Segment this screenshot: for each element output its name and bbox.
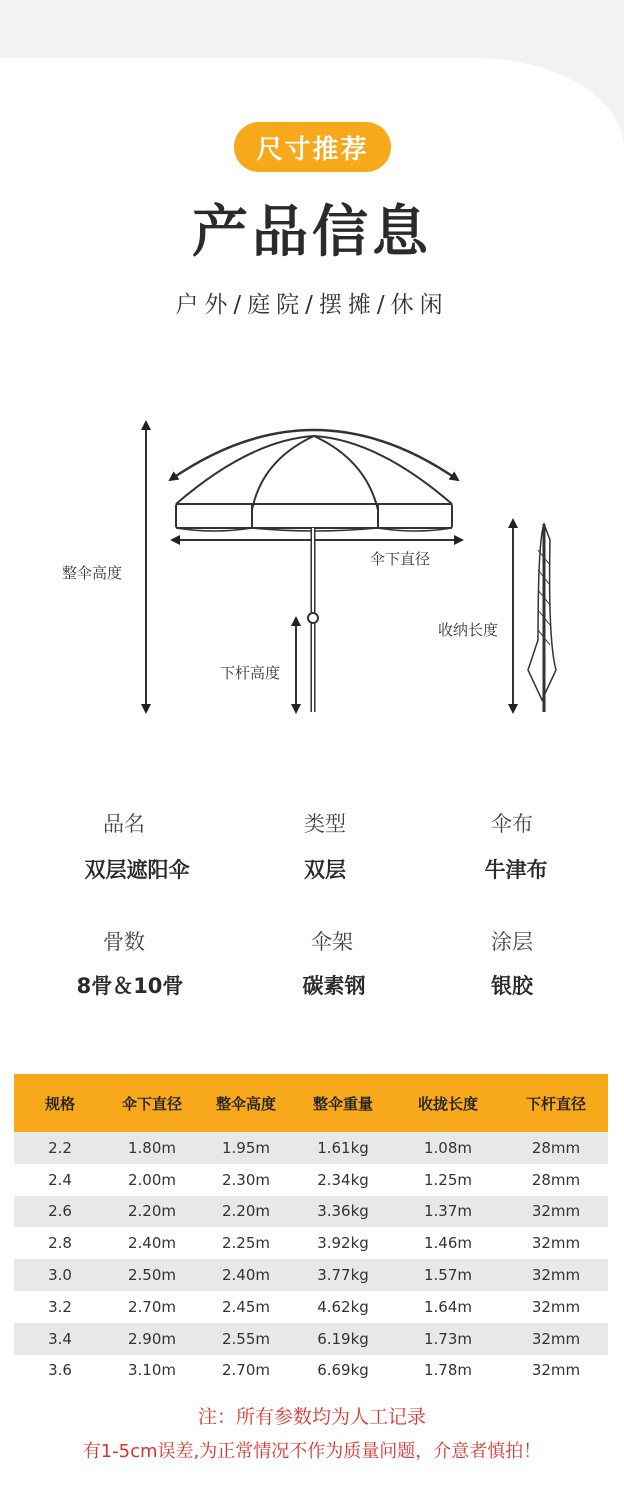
spec-label-frame: 伞架 [311, 930, 353, 954]
table-cell: 2.30m [221, 1170, 270, 1189]
table-cell: 2.70m [221, 1361, 270, 1380]
table-row [14, 1164, 608, 1196]
table-cell: 3.36kg [294, 1196, 392, 1228]
header-total-weight: 整伞重量 [294, 1074, 392, 1132]
table-cell: 1.80m [106, 1132, 198, 1164]
table-cell: 6.19kg [294, 1323, 392, 1355]
table-cell: 3.2 [48, 1297, 72, 1316]
table-cell: 1.78m [423, 1361, 472, 1380]
table-row [14, 1323, 608, 1355]
table-cell: 2.70m [127, 1297, 176, 1316]
header-pole-diameter: 下杆直径 [504, 1074, 608, 1132]
spec-value-frame: 碳素钢 [302, 974, 366, 998]
spec-value-fabric: 牛津布 [484, 858, 548, 882]
spec-value-ribs: 8骨＆10骨 [76, 974, 184, 998]
table-cell: 1.73m [392, 1323, 504, 1355]
spec-label-type: 类型 [304, 812, 346, 836]
spec-label-ribs: 骨数 [103, 930, 145, 954]
table-cell: 32mm [531, 1361, 581, 1380]
spec-value-name: 双层遮阳伞 [84, 858, 190, 882]
usage-subtitle: 户外/庭院/摆摊/休闲 [175, 292, 449, 318]
header-total-height: 整伞高度 [198, 1074, 294, 1132]
table-row [14, 1196, 608, 1228]
header-spec: 规格 [14, 1074, 106, 1132]
canopy-diameter-label: 伞下直径 [370, 550, 431, 568]
table-cell: 32mm [531, 1234, 581, 1253]
table-cell: 2.8 [48, 1234, 72, 1253]
table-cell: 1.08m [392, 1132, 504, 1164]
table-cell: 2.34kg [317, 1170, 369, 1189]
note-line-1: 注：所有参数均为人工记录 [197, 1406, 426, 1428]
page-title: 产品信息 [192, 200, 432, 265]
table-cell: 2.40m [198, 1259, 294, 1291]
note-line-2: 有1-5cm误差,为正常情况不作为质量问题，介意者慎拍！ [82, 1441, 542, 1462]
table-cell: 28mm [531, 1170, 581, 1189]
table-cell: 3.77kg [294, 1259, 392, 1291]
table-cell: 1.57m [392, 1259, 504, 1291]
table-cell: 3.6 [48, 1361, 72, 1380]
table-cell: 4.62kg [317, 1297, 369, 1316]
table-cell: 32mm [504, 1323, 608, 1355]
table-cell: 2.90m [106, 1323, 198, 1355]
table-cell: 2.25m [221, 1234, 270, 1253]
table-cell: 1.46m [423, 1234, 472, 1253]
spec-value-coating: 银胶 [491, 974, 533, 998]
table-cell: 2.40m [127, 1234, 176, 1253]
header-folded-length: 收拢长度 [392, 1074, 504, 1132]
folded-length-label: 收纳长度 [438, 621, 499, 639]
spec-value-type: 双层 [304, 858, 346, 882]
spec-label-coating: 涂层 [491, 930, 533, 954]
table-header-row [14, 1074, 608, 1132]
table-cell: 1.37m [392, 1196, 504, 1228]
table-row [14, 1291, 608, 1323]
table-cell: 3.10m [127, 1361, 176, 1380]
umbrella-canopy [176, 436, 452, 504]
table-cell: 3.92kg [317, 1234, 369, 1253]
table-cell: 2.6 [14, 1196, 106, 1228]
spec-label-name: 品名 [103, 812, 145, 836]
table-cell: 2.50m [106, 1259, 198, 1291]
table-row [14, 1132, 608, 1164]
table-row [14, 1227, 608, 1259]
table-cell: 3.0 [14, 1259, 106, 1291]
folded-umbrella [528, 524, 556, 712]
table-cell: 6.69kg [317, 1361, 369, 1380]
table-row [14, 1355, 608, 1387]
table-cell: 1.64m [423, 1297, 472, 1316]
size-recommend-badge: 尺寸推荐 [234, 122, 391, 172]
table-cell: 1.25m [423, 1170, 472, 1189]
table-cell: 2.20m [106, 1196, 198, 1228]
table-cell: 1.61kg [294, 1132, 392, 1164]
lower-pole-height-label: 下杆高度 [220, 664, 281, 682]
table-cell: 3.4 [14, 1323, 106, 1355]
table-cell: 2.55m [198, 1323, 294, 1355]
table-cell: 2.00m [127, 1170, 176, 1189]
table-cell: 1.95m [198, 1132, 294, 1164]
total-height-label: 整伞高度 [62, 564, 123, 582]
header-canopy-diameter: 伞下直径 [106, 1074, 198, 1132]
table-cell: 32mm [531, 1297, 581, 1316]
table-row [14, 1259, 608, 1291]
table-cell: 32mm [504, 1259, 608, 1291]
table-cell: 28mm [504, 1132, 608, 1164]
size-table [14, 1074, 608, 1386]
table-cell: 2.20m [198, 1196, 294, 1228]
table-cell: 2.2 [14, 1132, 106, 1164]
spec-label-fabric: 伞布 [491, 812, 533, 836]
table-cell: 2.4 [48, 1170, 72, 1189]
table-cell: 32mm [504, 1196, 608, 1228]
table-cell: 2.45m [221, 1297, 270, 1316]
canopy-curve-arrow [170, 430, 458, 480]
